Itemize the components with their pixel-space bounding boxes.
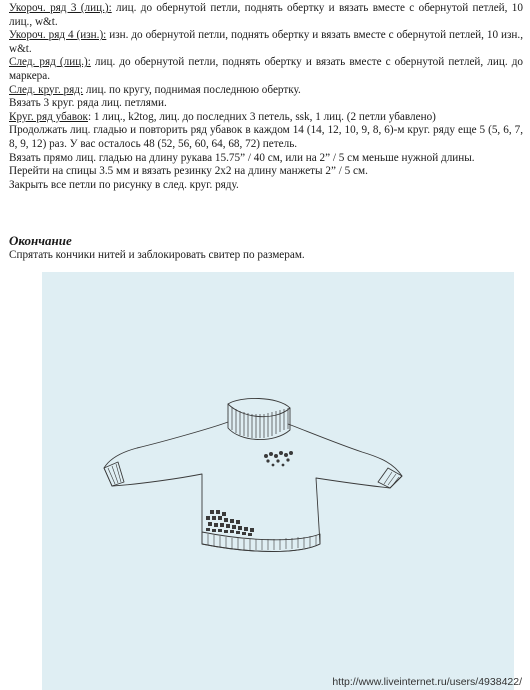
sweater-illustration [42, 272, 514, 690]
instruction-continue [9, 124, 523, 151]
sweater-sketch [42, 272, 514, 690]
instruction-label: След. ряд (лиц.): [9, 56, 91, 69]
finishing-title: Окончание [9, 233, 72, 248]
instruction-next-round [9, 84, 523, 98]
watermark-url: http://www.liveinternet.ru/users/4938422/ [332, 676, 522, 688]
finishing-text: Спрятать кончики нитей и заблокировать свитер по размерам. [9, 249, 305, 261]
instruction-label: Круг. ряд убавок [9, 110, 88, 123]
instruction-text: : 1 лиц., k2tog, лиц. до последних 3 петель, ssk, 1 лиц. (2 петли убавлено) [88, 110, 436, 123]
instruction-text: лиц. до обернутой петли, поднять обертку и вязать вместе с обернутой петлей, 10 лиц., w&t. [9, 2, 523, 28]
instruction-decrease-round [9, 111, 523, 125]
instruction-text: лиц. по кругу, поднимая последнюю обертку. [83, 83, 301, 96]
instructions-block [9, 2, 523, 192]
instruction-text: изн. до обернутой петли, поднять обертку и вязать вместе с обернутой петлей, 10 изн., w&t. [9, 29, 523, 55]
instruction-text: Вязать прямо лиц. гладью на длину рукава 15.75” / 40 см, или на 2” / 5 см меньше нужной длины. [9, 151, 475, 164]
instruction-label: След. круг. ряд: [9, 83, 84, 96]
instruction-knit-straight [9, 152, 523, 166]
instruction-text: Закрыть все петли по рисунку в след. круг. ряду. [9, 178, 239, 191]
instruction-text: лиц. до обернутой петли, поднять обертку и вязать вместе с обернутой петлей, лиц. до маркера. [9, 56, 523, 82]
instruction-text: Продолжать лиц. гладью и повторить ряд убавок в каждом 14 (14, 12, 10, 9, 8, 6)-м круг. ряду еще 5 (5, 6, 7, 8, 9, 12) раз. У вас осталось 48 (52, 56, 60, 64, 68, 72) петель. [9, 124, 523, 150]
instruction-text: Перейти на спицы 3.5 мм и вязать резинку 2x2 на длину манжеты 2” / 5 см. [9, 165, 368, 178]
instruction-ribbing [9, 165, 523, 179]
instruction-knit-rounds [9, 97, 523, 111]
instruction-bind-off [9, 179, 523, 193]
instruction-next-row [9, 56, 523, 83]
instruction-label: Укороч. ряд 3 (лиц.): [9, 2, 112, 14]
instruction-text: Вязать 3 круг. ряда лиц. петлями. [9, 97, 167, 110]
instruction-label: Укороч. ряд 4 (изн.): [9, 29, 107, 42]
instruction-row-4 [9, 29, 523, 56]
instruction-row-3 [9, 2, 523, 29]
